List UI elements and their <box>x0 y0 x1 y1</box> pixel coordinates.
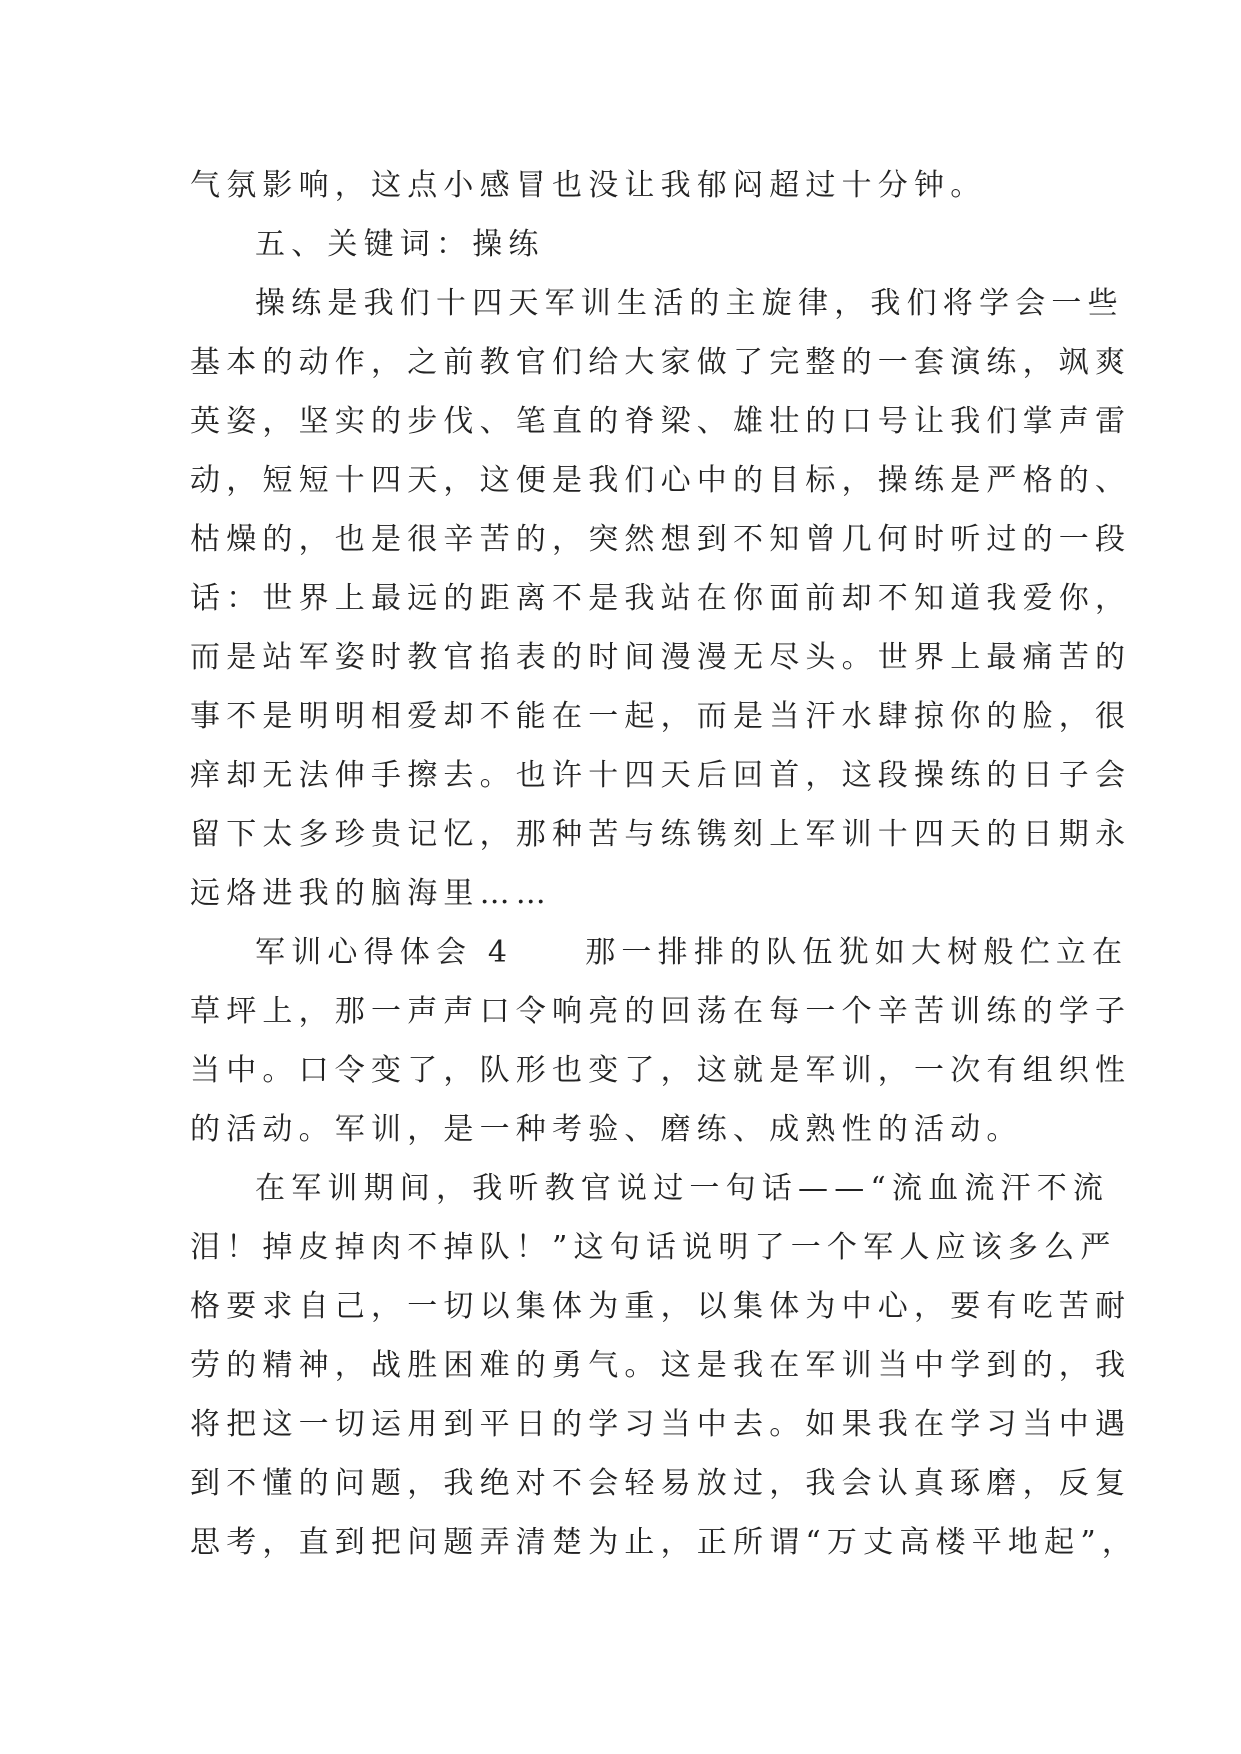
text-line: 在军训期间，我听教官说过一句话——“流血流汗不流 <box>255 1171 1110 1206</box>
text-line: 英姿，坚实的步伐、笔直的脊梁、雄壮的口号让我们掌声雷 <box>190 404 1132 439</box>
text-line: 将把这一切运用到平日的学习当中去。如果我在学习当中遇 <box>190 1407 1132 1442</box>
text-line: 动，短短十四天，这便是我们心中的目标，操练是严格的、 <box>190 463 1132 498</box>
text-line: 话：世界上最远的距离不是我站在你面前却不知道我爱你， <box>190 581 1132 616</box>
text-line: 枯燥的，也是很辛苦的，突然想到不知曾几何时听过的一段 <box>190 522 1132 557</box>
text-line: 操练是我们十四天军训生活的主旋律，我们将学会一些 <box>255 286 1124 321</box>
text-line: 格要求自己，一切以集体为重，以集体为中心，要有吃苦耐 <box>190 1289 1132 1324</box>
text-line: 留下太多珍贵记忆，那种苦与练镌刻上军训十四天的日期永 <box>190 817 1132 852</box>
section-intro: 那一排排的队伍犹如大树般伫立在 <box>585 935 1129 970</box>
text-line: 基本的动作，之前教官们给大家做了完整的一套演练，飒爽 <box>190 345 1132 380</box>
text-line: 事不是明明相爱却不能在一起，而是当汗水肆掠你的脸，很 <box>190 699 1132 734</box>
document-body <box>190 156 1139 1572</box>
text-line: 远烙进我的脑海里…… <box>190 876 552 911</box>
text-line: 的活动。军训，是一种考验、磨练、成熟性的活动。 <box>190 1112 1023 1147</box>
text-line: 劳的精神，战胜困难的勇气。这是我在军训当中学到的，我 <box>190 1348 1132 1383</box>
text-line: 草坪上，那一声声口令响亮的回荡在每一个辛苦训练的学子 <box>190 994 1132 1029</box>
text-line: 痒却无法伸手擦去。也许十四天后回首，这段操练的日子会 <box>190 758 1132 793</box>
text-line: 思考，直到把问题弄清楚为止，正所谓“万丈高楼平地起”， <box>190 1525 1139 1560</box>
text-line: 泪！掉皮掉肉不掉队！”这句话说明了一个军人应该多么严 <box>190 1230 1117 1265</box>
section-heading: 五、关键词：操练 <box>255 227 545 262</box>
text-line: 而是站军姿时教官掐表的时间漫漫无尽头。世界上最痛苦的 <box>190 640 1132 675</box>
section-title: 军训心得体会 4 <box>255 935 514 970</box>
text-line: 到不懂的问题，我绝对不会轻易放过，我会认真琢磨，反复 <box>190 1466 1132 1501</box>
text-line: 气氛影响，这点小感冒也没让我郁闷超过十分钟。 <box>190 168 987 203</box>
text-line: 当中。口令变了，队形也变了，这就是军训，一次有组织性 <box>190 1053 1132 1088</box>
section-title-line <box>190 923 1129 982</box>
